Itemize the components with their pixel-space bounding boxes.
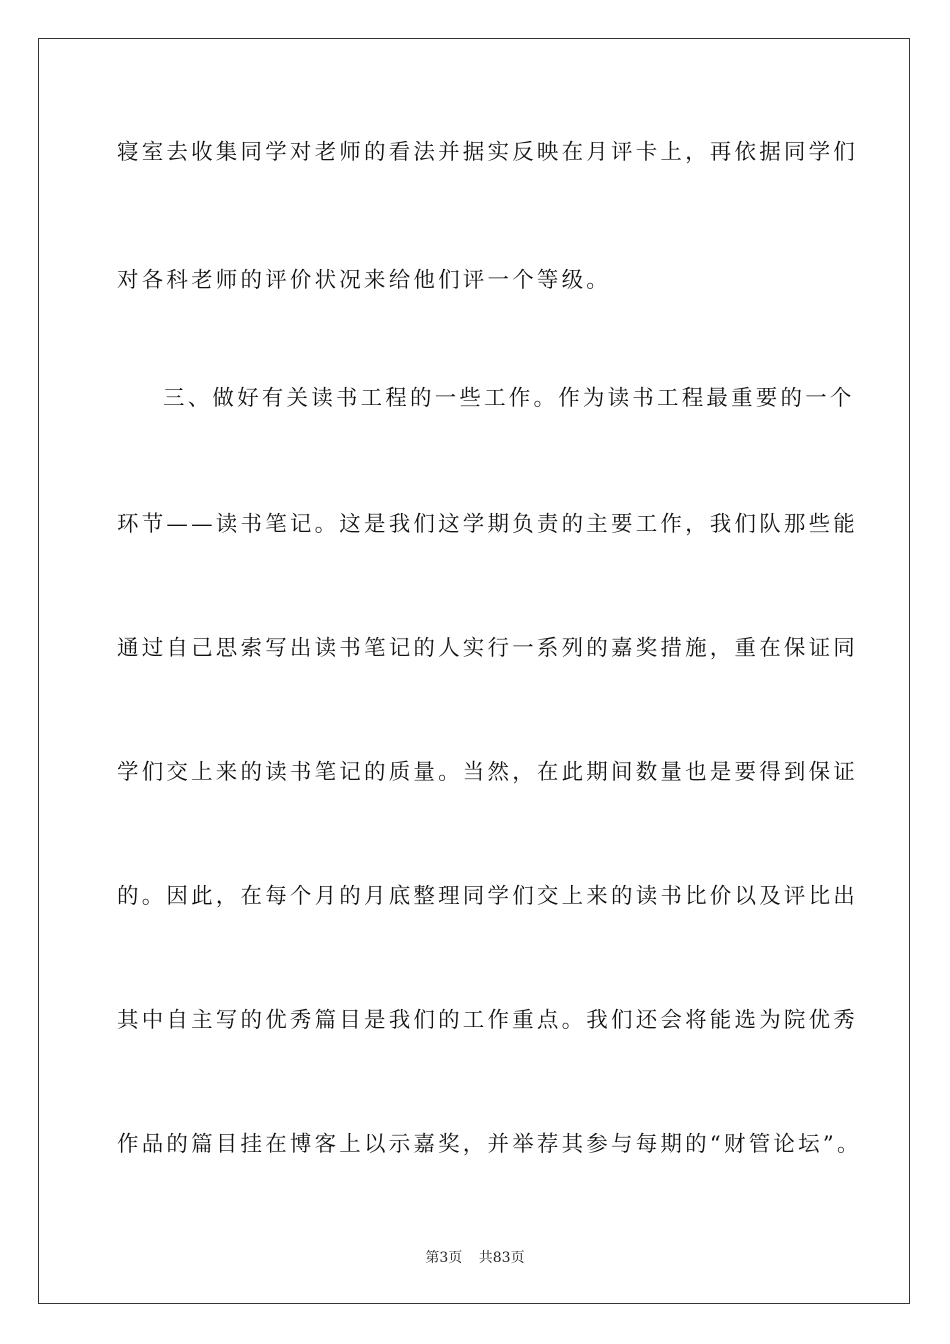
text-line-6: 学们交上来的读书笔记的质量。当然，在此期间数量也是要得到保证 — [117, 760, 859, 785]
page-border — [38, 38, 910, 1304]
text-line-1: 寝室去收集同学对老师的看法并据实反映在月评卡上，再依据同学们 — [117, 140, 859, 165]
text-line-3: 三、做好有关读书工程的一些工作。作为读书工程最重要的一个 — [163, 386, 855, 411]
text-line-8: 其中自主写的优秀篇目是我们的工作重点。我们还会将能选为院优秀 — [117, 1008, 859, 1033]
page-footer — [0, 1247, 950, 1267]
page-total: 共83页 — [478, 1250, 525, 1266]
text-line-7: 的。因此，在每个月的月底整理同学们交上来的读书比价以及评比出 — [117, 884, 859, 909]
text-line-5: 通过自己思索写出读书笔记的人实行一系列的嘉奖措施，重在保证同 — [117, 636, 859, 661]
text-line-2: 对各科老师的评价状况来给他们评一个等级。 — [117, 268, 612, 293]
page-number: 第3页 — [425, 1250, 463, 1266]
text-line-9: 作品的篇目挂在博客上以示嘉奖，并举荐其参与每期的“财管论坛”。 — [117, 1132, 862, 1157]
text-line-4: 环节——读书笔记。这是我们这学期负责的主要工作，我们队那些能 — [117, 512, 859, 537]
